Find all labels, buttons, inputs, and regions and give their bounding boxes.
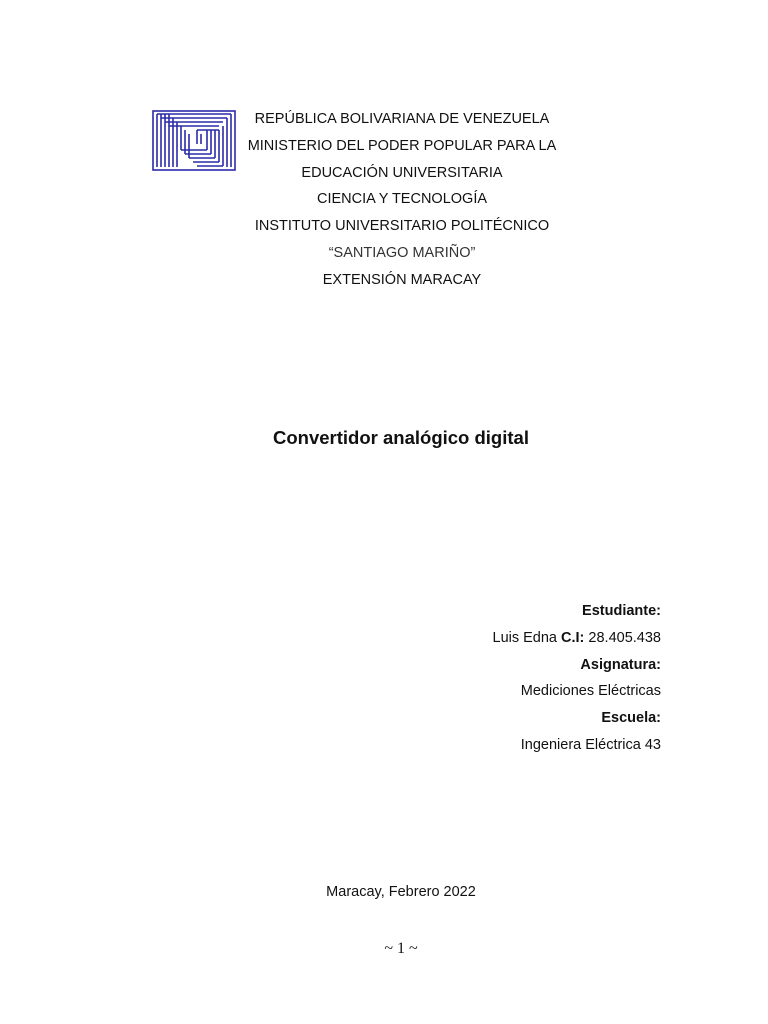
header-line-republic: REPÚBLICA BOLIVARIANA DE VENEZUELA (254, 111, 550, 127)
header-line-extension: EXTENSIÓN MARACAY (322, 271, 482, 288)
ci-value: 28.405.438 (588, 629, 661, 646)
school-label: Escuela: (601, 710, 661, 727)
page-number: ~ 1 ~ (384, 940, 418, 957)
student-line (493, 625, 662, 652)
header-line-science: CIENCIA Y TECNOLOGÍA (316, 191, 488, 208)
header-line-ministry: MINISTERIO DEL PODER POPULAR PARA LA (247, 137, 557, 154)
place-date: Maracay, Febrero 2022 (326, 884, 476, 900)
document-title: Convertidor analógico digital (273, 427, 529, 448)
header-line-institute: INSTITUTO UNIVERSITARIO POLITÉCNICO (254, 218, 550, 235)
subject-value: Mediciones Eléctricas (520, 683, 661, 700)
student-info-block (493, 598, 662, 759)
institution-header (236, 106, 568, 294)
ci-label: C.I: (561, 629, 585, 646)
header-line-institute-name: “SANTIAGO MARIÑO” (328, 244, 476, 261)
student-label: Estudiante: (582, 603, 661, 619)
header-line-education: EDUCACIÓN UNIVERSITARIA (301, 164, 503, 181)
student-name: Luis Edna (492, 629, 557, 646)
subject-label: Asignatura: (580, 656, 661, 673)
institution-logo-icon (152, 110, 236, 171)
school-value: Ingeniera Eléctrica 43 (520, 736, 661, 753)
